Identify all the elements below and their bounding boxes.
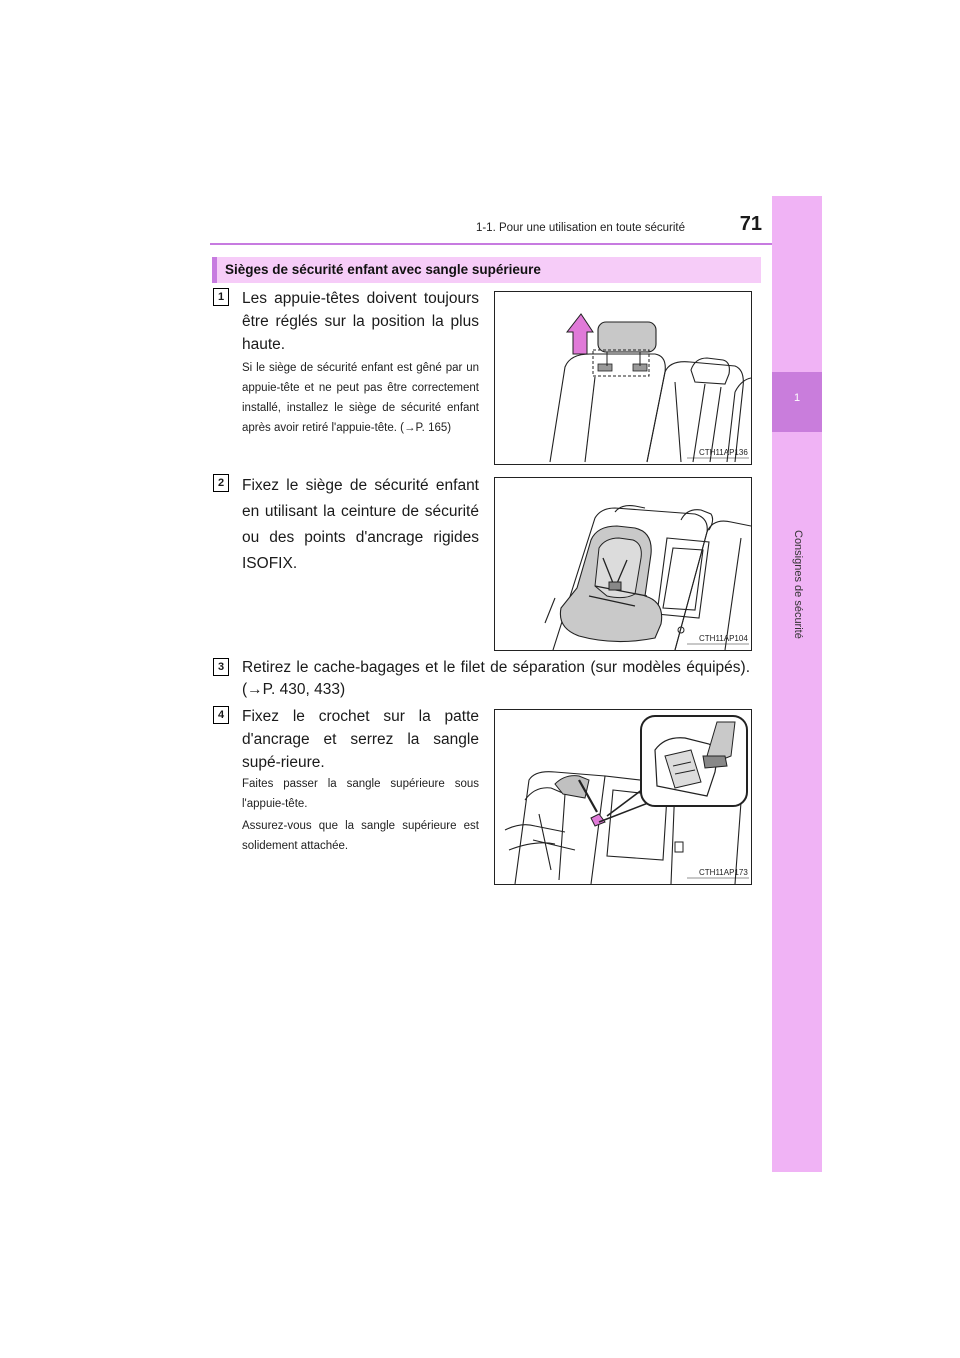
section-title-header: 1-1. Pour une utilisation en toute sécurité (475, 222, 685, 234)
step-4-note-2: Assurez-vous que la sangle supérieure est solidement attachée. (242, 820, 479, 852)
figure-code-1: CTH11AP136 (699, 448, 748, 457)
figure-top-tether (494, 709, 752, 885)
section-heading: Sièges de sécurité enfant avec sangle supérieure (212, 257, 761, 283)
headrest-illustration (495, 292, 751, 464)
step-2-text: Fixez le siège de sécurité enfant en utilisant la ceinture de sécurité ou des points d'ancrage rigides ISOFIX. (242, 477, 479, 572)
page-number: 71 (739, 213, 762, 235)
step-4-note-1: Faites passer la sangle supérieure sous l'appuie-tête. (242, 778, 479, 810)
figure-child-seat (494, 477, 752, 651)
top-tether-illustration (495, 710, 751, 884)
step-badge-2: 2 (213, 474, 229, 492)
figure-code-2: CTH11AP104 (699, 634, 748, 643)
chapter-label (787, 530, 807, 639)
header-rule (210, 243, 822, 245)
step-badge-1: 1 (213, 288, 229, 306)
step-4-text: Fixez le crochet sur la patte d'ancrage et serrez la sangle supé-rieure. (242, 708, 479, 771)
child-seat-illustration (495, 478, 751, 650)
chapter-side-tab (772, 196, 822, 1172)
figure-headrest (494, 291, 752, 465)
chapter-number: 1 (793, 392, 801, 404)
step-badge-3: 3 (213, 658, 229, 676)
step-badge-4: 4 (213, 706, 229, 724)
step-3-text: Retirez le cache-bagages et le filet de séparation (sur modèles équipés). (→P. 430, 433) (242, 659, 750, 698)
figure-code-4: CTH11AP173 (699, 868, 748, 877)
step-1-note: Si le siège de sécurité enfant est gêné par un appuie-tête et ne peut pas être correctement installé, installez le siège de sécurité enfant après avoir retiré l'appuie-tête. (→P. 165) (242, 362, 479, 434)
chapter-label-text: Consignes de sécurité (792, 530, 804, 639)
step-1-text: Les appuie-têtes doivent toujours être réglés sur la position la plus haute. (242, 290, 479, 353)
